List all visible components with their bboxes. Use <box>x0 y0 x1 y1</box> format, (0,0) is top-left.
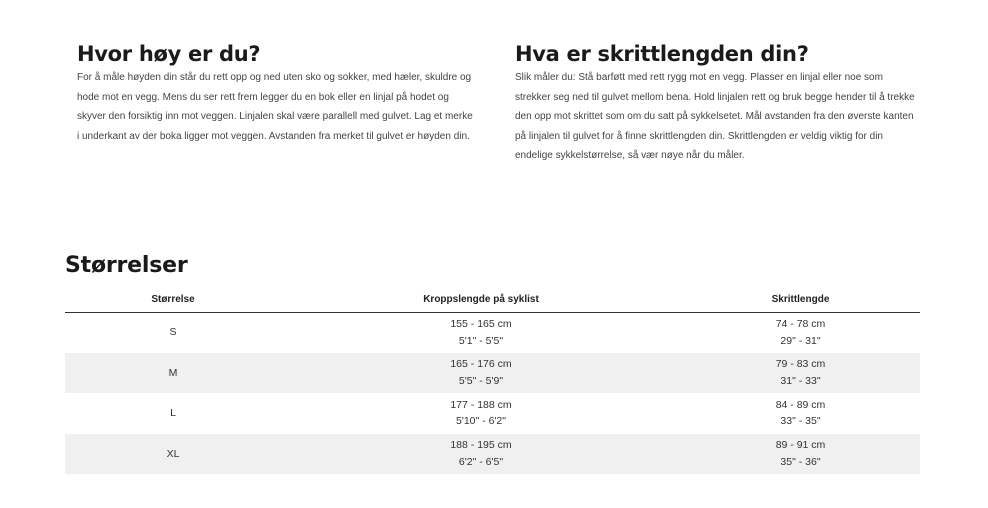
size-cell: S <box>65 312 281 353</box>
body-length-cm: 177 - 188 cm <box>450 398 512 411</box>
size-chart-table <box>65 287 920 474</box>
body-length-in: 5'1" - 5'5" <box>458 334 504 347</box>
body-length-cell <box>281 353 681 394</box>
inseam-in: 35" - 36" <box>780 455 821 468</box>
table-row <box>65 393 920 434</box>
inseam-cm: 89 - 91 cm <box>775 439 826 452</box>
inseam-cell <box>681 312 920 353</box>
inseam-info-section <box>515 40 915 166</box>
table-row <box>65 434 920 475</box>
body-length-cm: 155 - 165 cm <box>450 318 512 330</box>
header-size: Størrelse <box>65 287 281 312</box>
inseam-heading: Hva er skrittlengden din? <box>515 42 809 66</box>
inseam-instructions: Slik måler du: Stå barføtt med rett rygg mot en vegg. Plasser en linjal eller noe som strekker seg ned til gulvet mellom bena. Hold linjalen rett og bruk begge hender til å trekke den opp mot skrittet som om du satt på sykkelsetet. Mål avstanden fra den øverste kanten på linjalen til gulvet for å finne skrittlengden din. Skrittlengden er veldig viktig for din endelige sykkelstørrelse, så vær nøye når du måler. <box>515 72 915 161</box>
header-inseam: Skrittlengde <box>681 287 920 312</box>
body-length-in: 6'2" - 6'5" <box>458 455 504 468</box>
height-info-section <box>77 40 477 146</box>
size-cell: XL <box>65 434 281 475</box>
table-header-row <box>65 287 920 312</box>
body-length-cell <box>281 312 681 353</box>
inseam-cell <box>681 353 920 394</box>
body-length-cm: 165 - 176 cm <box>450 358 512 371</box>
inseam-cm: 84 - 89 cm <box>775 398 826 411</box>
inseam-cell <box>681 434 920 475</box>
table-row <box>65 312 920 353</box>
body-length-cm: 188 - 195 cm <box>450 439 512 452</box>
inseam-in: 31" - 33" <box>780 374 821 387</box>
inseam-cm: 79 - 83 cm <box>775 358 826 371</box>
body-length-in: 5'5" - 5'9" <box>458 374 504 387</box>
inseam-in: 29" - 31" <box>780 334 821 347</box>
body-length-cell <box>281 434 681 475</box>
inseam-cm: 74 - 78 cm <box>775 318 826 330</box>
table-row <box>65 353 920 394</box>
inseam-in: 33" - 35" <box>780 415 821 428</box>
size-cell: M <box>65 353 281 394</box>
body-length-cell <box>281 393 681 434</box>
sizes-title: Størrelser <box>65 253 188 278</box>
height-instructions: For å måle høyden din står du rett opp og ned uten sko og sokker, med hæler, skuldre og hode mot en vegg. Mens du ser rett frem legger du en bok eller en linjal på hodet og skyver den forsiktig inn mot veggen. Linjalen skal være parallell med gulvet. Lag et merke i underkant av der boka ligger mot veggen. Avstanden fra merket til gulvet er høyden din. <box>77 72 473 142</box>
size-cell: L <box>170 407 176 419</box>
height-heading: Hvor høy er du? <box>77 42 261 66</box>
inseam-cell <box>681 393 920 434</box>
body-length-in: 5'10" - 6'2" <box>456 415 506 428</box>
header-body-length: Kroppslengde på syklist <box>281 287 681 312</box>
